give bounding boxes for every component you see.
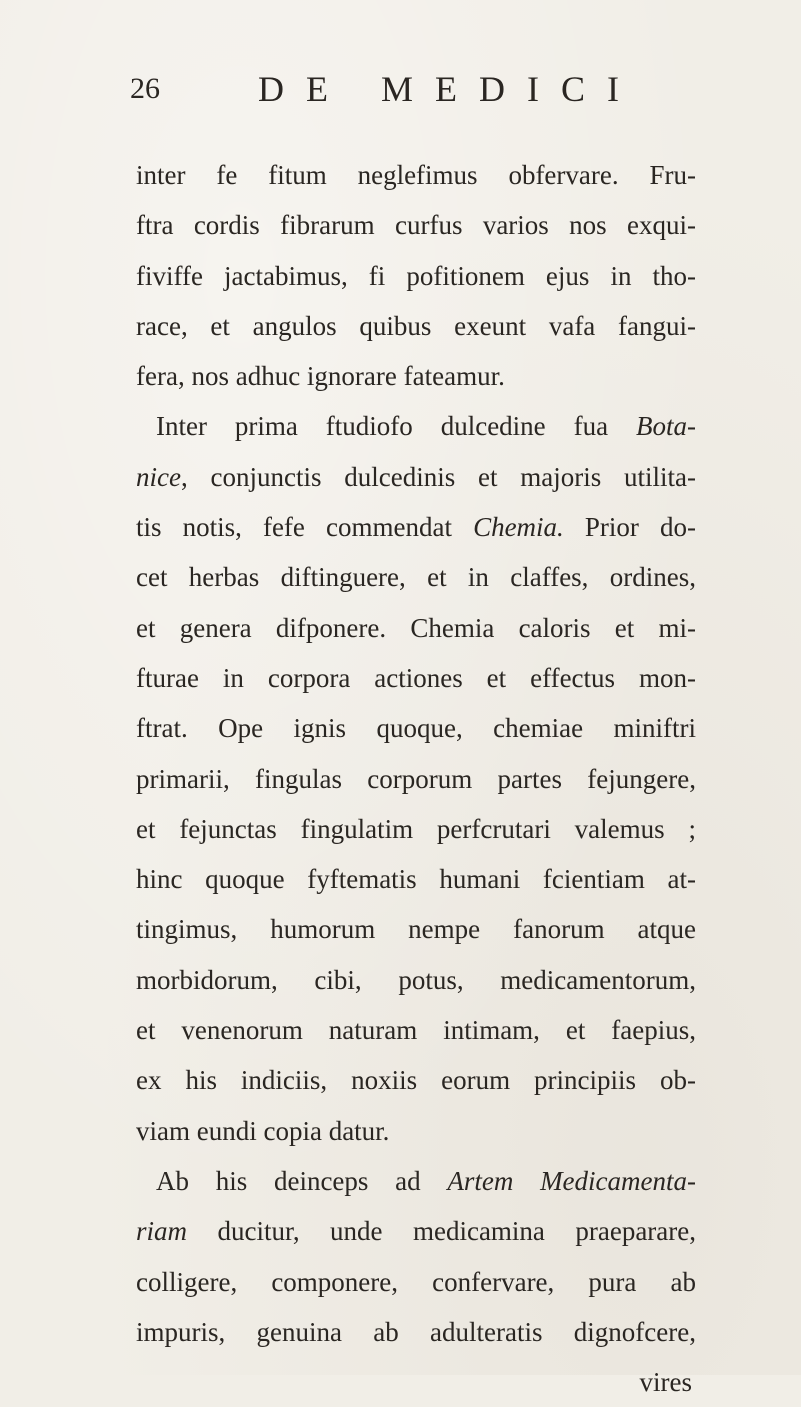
line-segment: tingimus, humorum nempe fanorum atque xyxy=(136,914,696,945)
catchword xyxy=(136,1357,696,1407)
text-line xyxy=(136,150,696,200)
text-line xyxy=(136,703,696,753)
text-line xyxy=(136,552,696,602)
line-segment: ftra cordis fibrarum curfus varios nos exqui- xyxy=(136,210,696,241)
line-segment: Ab his deinceps ad xyxy=(156,1165,448,1196)
text-line xyxy=(136,603,696,653)
text-line xyxy=(136,1055,696,1105)
line-segment: primarii, fingulas corporum partes fejungere, xyxy=(136,763,696,794)
line-segment: fturae in corpora actiones et effectus mon- xyxy=(136,662,696,693)
line-segment: fiviffe jactabimus, fi pofitionem ejus in tho- xyxy=(136,260,696,291)
line-segment: vires xyxy=(639,1367,692,1398)
line-segment: morbidorum, cibi, potus, medicamentorum, xyxy=(136,964,696,995)
italic-term: Artem Medicamenta- xyxy=(447,1165,697,1196)
italic-term: riam xyxy=(136,1216,188,1247)
page-number: 26 xyxy=(130,72,160,105)
text-line xyxy=(136,251,696,301)
text-line xyxy=(136,1257,696,1307)
line-segment: ex his indiciis, noxiis eorum principiis ob- xyxy=(136,1065,696,1096)
line-segment: , conjunctis dulcedinis et majoris utilita- xyxy=(180,461,696,492)
body-text xyxy=(136,150,696,1407)
text-line xyxy=(136,1206,696,1256)
text-line xyxy=(136,804,696,854)
line-segment: Prior do- xyxy=(563,512,696,543)
line-segment: et venenorum naturam intimam, et faepius, xyxy=(136,1015,696,1046)
line-segment: hinc quoque fyftematis humani fcientiam at- xyxy=(136,864,696,895)
line-segment: et fejunctas fingulatim perfcrutari valemus ; xyxy=(136,813,696,844)
italic-term: Chemia. xyxy=(473,512,564,543)
text-line xyxy=(136,754,696,804)
text-line xyxy=(136,955,696,1005)
line-segment: et genera difponere. Chemia caloris et mi- xyxy=(136,612,696,643)
line-segment: Inter prima ftudiofo dulcedine fua xyxy=(156,411,636,442)
text-line xyxy=(136,1307,696,1357)
line-segment: colligere, componere, confervare, pura ab xyxy=(136,1266,696,1297)
text-line xyxy=(136,653,696,703)
line-segment: viam eundi copia datur. xyxy=(136,1115,390,1146)
line-segment: tis notis, fefe commendat xyxy=(136,512,474,543)
text-line xyxy=(136,904,696,954)
text-line xyxy=(136,502,696,552)
line-segment: fera, nos adhuc ignorare fateamur. xyxy=(136,361,505,392)
text-line xyxy=(136,301,696,351)
text-line xyxy=(136,401,696,451)
text-line xyxy=(136,200,696,250)
line-segment: ducitur, unde medicamina praeparare, xyxy=(187,1216,696,1247)
line-segment: inter fe fitum neglefimus obfervare. Fru- xyxy=(136,160,696,190)
text-line xyxy=(136,1106,696,1156)
text-line xyxy=(136,452,696,502)
italic-term: Bota- xyxy=(636,411,696,442)
running-head: DE MEDICI xyxy=(258,69,641,109)
line-segment: ftrat. Ope ignis quoque, chemiae miniftri xyxy=(136,713,696,744)
text-line xyxy=(136,854,696,904)
line-segment: race, et angulos quibus exeunt vafa fangui- xyxy=(136,310,696,341)
line-segment: cet herbas diftinguere, et in claffes, ordines, xyxy=(136,562,696,593)
text-line xyxy=(136,351,696,401)
line-segment: impuris, genuina ab adulteratis dignofcere, xyxy=(136,1316,696,1347)
text-line xyxy=(136,1156,696,1206)
page-header xyxy=(130,68,690,108)
text-line xyxy=(136,1005,696,1055)
italic-term: nice xyxy=(136,461,181,492)
